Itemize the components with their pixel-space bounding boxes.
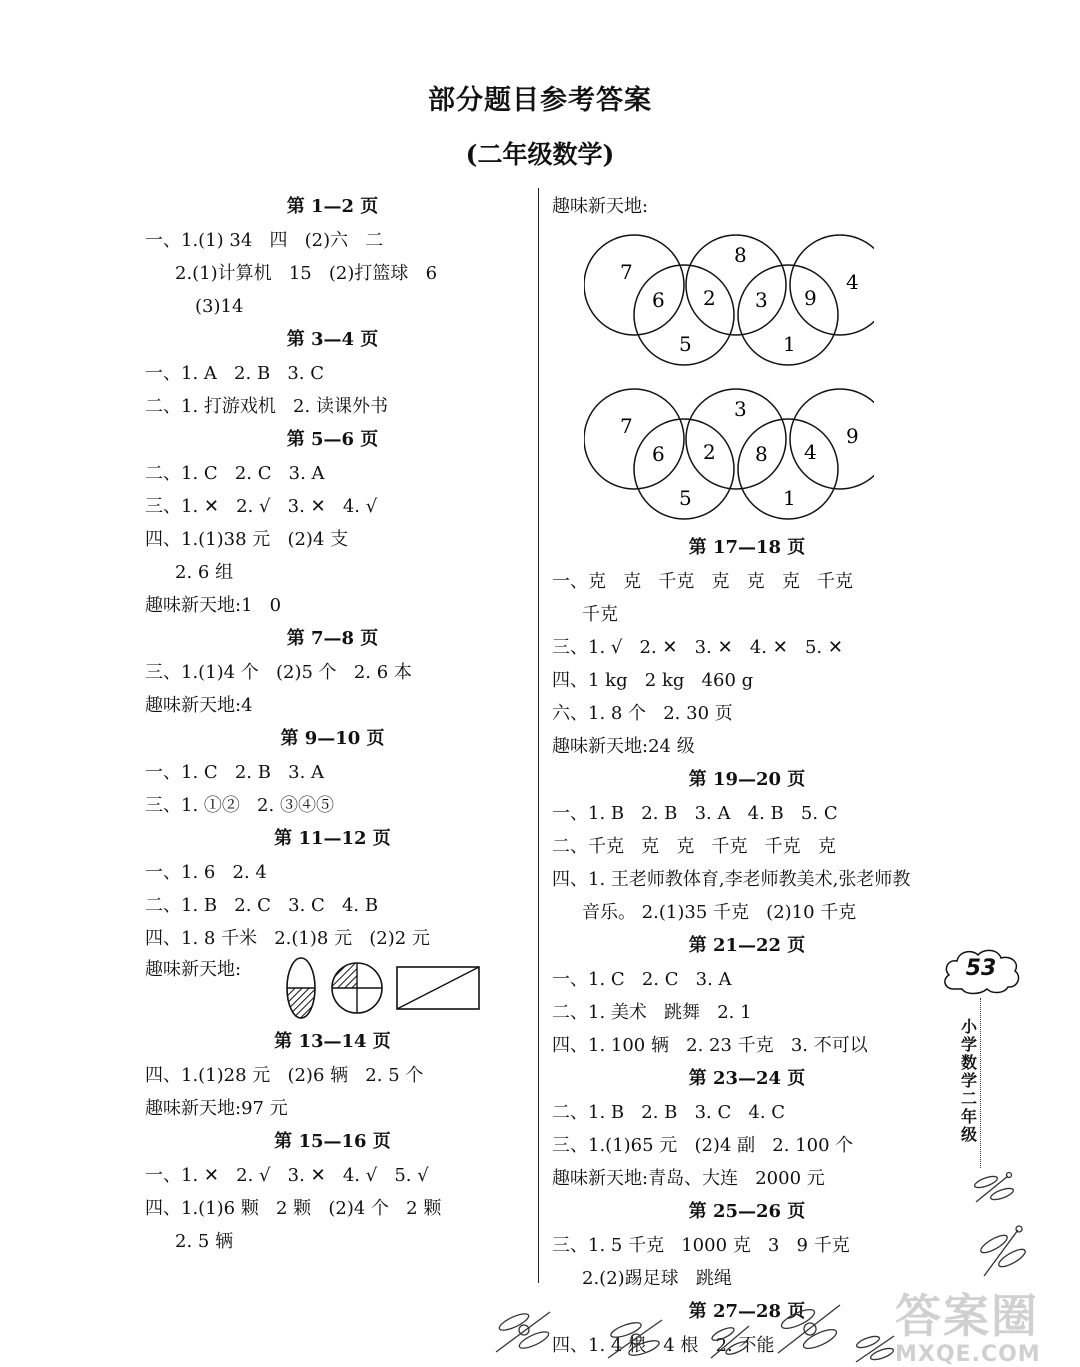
dragonfly-icon bbox=[490, 1300, 560, 1360]
answer-line: 2. 6 组 bbox=[175, 562, 234, 583]
section-title: 第 15—16 页 bbox=[274, 1131, 391, 1152]
answer-line: 三、1. 5 千克 1000 克 3 9 千克 bbox=[552, 1235, 850, 1256]
answer-line: (3)14 bbox=[195, 296, 244, 317]
puzzle-number: 4 bbox=[846, 270, 859, 294]
answer-line: 四、1.(1)28 元 (2)6 辆 2. 5 个 bbox=[145, 1065, 424, 1086]
right-column bbox=[552, 190, 942, 1362]
watermark bbox=[895, 1280, 1041, 1367]
oval-half-shaded bbox=[285, 958, 317, 1020]
answer-line: 一、1. C 2. B 3. A bbox=[145, 762, 325, 783]
section-title: 第 21—22 页 bbox=[688, 935, 806, 956]
section-title: 第 5—6 页 bbox=[286, 429, 379, 450]
answer-line: 2.(1)计算机 15 (2)打篮球 6 bbox=[175, 263, 438, 284]
answer-line: 趣味新天地:4 bbox=[145, 695, 253, 716]
fraction-figures bbox=[285, 955, 485, 1021]
circle-puzzle-1 bbox=[584, 227, 942, 377]
puzzle-number: 1 bbox=[783, 486, 796, 510]
puzzle-number: 9 bbox=[804, 286, 817, 310]
puzzle-number: 7 bbox=[620, 414, 633, 438]
answer-line: 四、1. 8 千米 2.(1)8 元 (2)2 元 bbox=[145, 928, 430, 949]
column-divider bbox=[538, 188, 539, 1283]
section-title: 第 27—28 页 bbox=[688, 1301, 806, 1322]
puzzle-number: 5 bbox=[679, 332, 692, 356]
answer-line: 二、1. B 2. C 3. C 4. B bbox=[145, 895, 379, 916]
answer-line: 一、克 克 千克 克 克 克 千克 bbox=[552, 571, 853, 592]
section-title: 第 3—4 页 bbox=[286, 329, 379, 350]
answer-line: 四、1 kg 2 kg 460 g bbox=[552, 670, 754, 691]
answer-line: 六、1. 8 个 2. 30 页 bbox=[552, 703, 733, 724]
dragonfly-icon bbox=[972, 1222, 1032, 1282]
puzzle-number: 5 bbox=[679, 486, 692, 510]
answer-line: 一、1.(1) 34 四 (2)六 二 bbox=[145, 230, 384, 251]
answer-line: 四、1.(1)6 颗 2 颗 (2)4 个 2 颗 bbox=[145, 1198, 442, 1219]
circle-puzzle-2 bbox=[584, 381, 942, 531]
circle-quarter-shaded bbox=[332, 963, 382, 1013]
answer-line: 四、1.(1)38 元 (2)4 支 bbox=[145, 529, 349, 550]
dragonfly-icon bbox=[850, 1330, 900, 1366]
puzzle-number: 2 bbox=[703, 440, 716, 464]
answer-line: 三、1.(1)4 个 (2)5 个 2. 6 本 bbox=[145, 662, 412, 683]
page-subtitle: (二年级数学) bbox=[465, 140, 615, 169]
section-title: 第 19—20 页 bbox=[688, 769, 806, 790]
puzzle-number: 8 bbox=[734, 243, 747, 267]
answer-line: 音乐。 2.(1)35 千克 (2)10 千克 bbox=[582, 902, 857, 923]
section-title: 第 23—24 页 bbox=[688, 1068, 806, 1089]
answer-line: 二、1. 美术 跳舞 2. 1 bbox=[552, 1002, 752, 1023]
answer-line: 一、1. C 2. C 3. A bbox=[552, 969, 732, 990]
answer-line: 趣味新天地: bbox=[145, 959, 242, 980]
answer-line: 三、1.(1)65 元 (2)4 副 2. 100 个 bbox=[552, 1135, 854, 1156]
answer-line: 三、1. ①② 2. ③④⑤ bbox=[145, 795, 334, 816]
page-number: 53 bbox=[965, 956, 997, 981]
answer-line: 趣味新天地:1 0 bbox=[145, 595, 282, 616]
answer-line: 趣味新天地:24 级 bbox=[552, 736, 695, 757]
answer-line: 二、1. B 2. B 3. C 4. C bbox=[552, 1102, 786, 1123]
answer-line: 四、1. 王老师教体育,李老师教美术,张老师教 bbox=[552, 869, 911, 890]
watermark-logo-text: 答案圈 bbox=[895, 1289, 1039, 1343]
side-label: 小学数学二年级 bbox=[960, 1017, 977, 1144]
watermark-url: MXQE.COM bbox=[895, 1342, 1041, 1367]
section-title: 第 13—14 页 bbox=[274, 1031, 391, 1052]
puzzle-number: 3 bbox=[755, 288, 768, 312]
left-column bbox=[145, 190, 520, 1258]
dragonfly-icon bbox=[968, 1168, 1018, 1208]
section-title: 第 9—10 页 bbox=[280, 728, 385, 749]
dragonfly-icon bbox=[770, 1295, 850, 1360]
answer-line: 一、1. B 2. B 3. A 4. B 5. C bbox=[552, 803, 838, 824]
dragonfly-icon bbox=[705, 1318, 755, 1363]
section-title: 第 1—2 页 bbox=[286, 196, 379, 217]
answer-line: 趣味新天地:97 元 bbox=[145, 1098, 288, 1119]
answer-line: 三、1. √ 2. ✕ 3. ✕ 4. ✕ 5. ✕ bbox=[552, 637, 843, 658]
answer-line: 四、1. 4 根 4 根 2. 不能 bbox=[552, 1335, 775, 1356]
section-title: 第 11—12 页 bbox=[274, 828, 391, 849]
section-title: 第 17—18 页 bbox=[688, 537, 806, 558]
answer-line: 二、千克 克 克 千克 千克 克 bbox=[552, 836, 836, 857]
fraction-figures-row bbox=[145, 955, 520, 1025]
puzzle-number: 6 bbox=[652, 288, 665, 312]
puzzle-number: 9 bbox=[846, 424, 859, 448]
puzzle-number: 1 bbox=[783, 332, 796, 356]
answer-line: 2. 5 辆 bbox=[175, 1231, 234, 1252]
answer-line: 二、1. C 2. C 3. A bbox=[145, 463, 325, 484]
section-title: 第 25—26 页 bbox=[688, 1201, 806, 1222]
answer-line: 2.(2)踢足球 跳绳 bbox=[582, 1268, 732, 1289]
rectangle-halved bbox=[397, 967, 479, 1009]
answer-line: 二、1. 打游戏机 2. 读课外书 bbox=[145, 396, 388, 417]
answer-line: 千克 bbox=[582, 604, 618, 625]
answer-line: 三、1. ✕ 2. √ 3. ✕ 4. √ bbox=[145, 496, 378, 517]
answer-line: 一、1. 6 2. 4 bbox=[145, 862, 267, 883]
puzzle-number: 7 bbox=[620, 260, 633, 284]
answer-line: 一、1. ✕ 2. √ 3. ✕ 4. √ 5. √ bbox=[145, 1165, 429, 1186]
venn-label: 趣味新天地: bbox=[552, 196, 649, 217]
answer-line: 趣味新天地:青岛、大连 2000 元 bbox=[552, 1168, 825, 1189]
puzzle-number: 4 bbox=[804, 440, 817, 464]
answer-line: 一、1. A 2. B 3. C bbox=[145, 363, 325, 384]
answer-line: 四、1. 100 辆 2. 23 千克 3. 不可以 bbox=[552, 1035, 868, 1056]
puzzle-number: 3 bbox=[734, 397, 747, 421]
puzzle-number: 6 bbox=[652, 442, 665, 466]
page-title: 部分题目参考答案 bbox=[428, 85, 652, 116]
section-title: 第 7—8 页 bbox=[286, 628, 379, 649]
dragonfly-icon bbox=[600, 1310, 670, 1365]
puzzle-number: 2 bbox=[703, 286, 716, 310]
puzzle-number: 8 bbox=[755, 442, 768, 466]
